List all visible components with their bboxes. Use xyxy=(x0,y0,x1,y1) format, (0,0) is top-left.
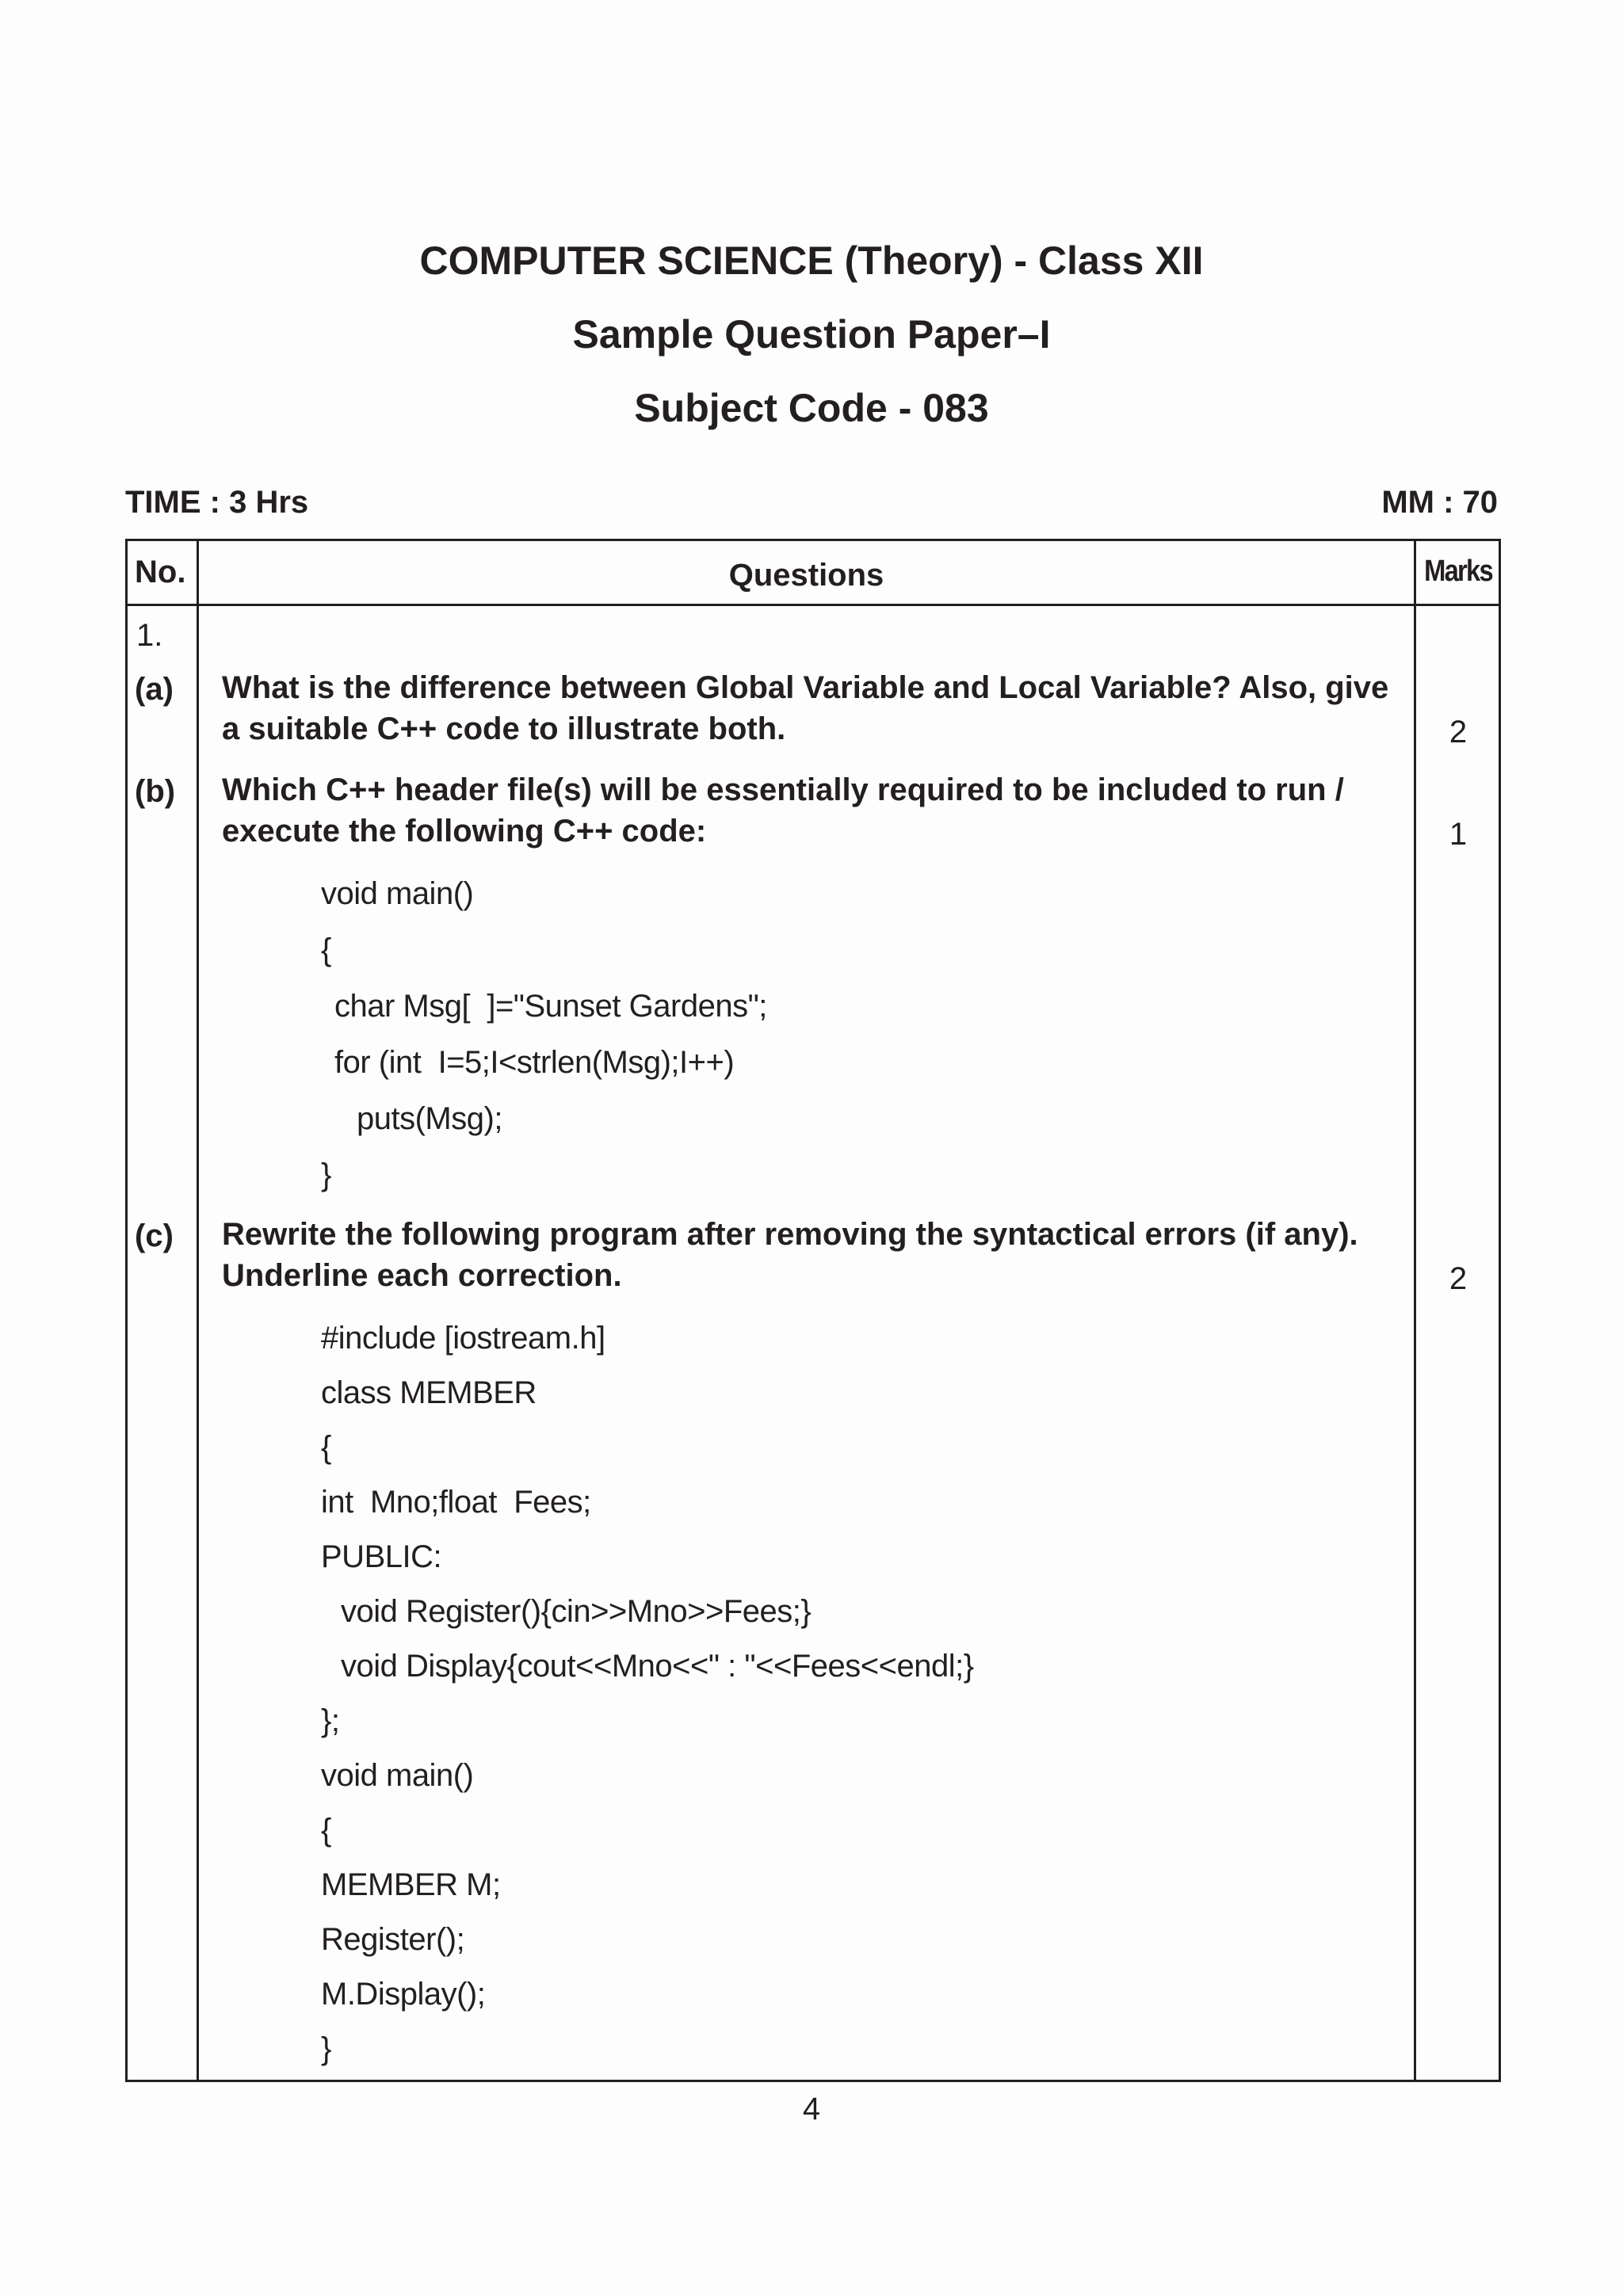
code-line: for (int I=5;I<strlen(Msg);I++) xyxy=(334,1045,735,1080)
code-line: }; xyxy=(321,1703,340,1738)
question-b-line: execute the following C++ code: xyxy=(222,814,707,849)
code-line: { xyxy=(321,1813,331,1848)
question-a-line: What is the difference between Global Variable and Local Variable? Also, give xyxy=(222,670,1389,705)
marks-b: 1 xyxy=(1449,817,1468,852)
code-line: #include [iostream.h] xyxy=(321,1321,605,1356)
code-line: MEMBER M; xyxy=(321,1867,501,1902)
part-label-c: (c) xyxy=(135,1219,174,1253)
question-a-line: a suitable C++ code to illustrate both. xyxy=(222,711,786,746)
question-c-line: Underline each correction. xyxy=(222,1258,622,1293)
part-label-b: (b) xyxy=(135,774,176,809)
max-marks: MM : 70 xyxy=(1381,485,1498,520)
code-line: class MEMBER xyxy=(321,1375,537,1410)
code-line: { xyxy=(321,933,331,967)
marks-a: 2 xyxy=(1449,715,1468,749)
question-number: 1. xyxy=(136,618,163,653)
column-header-questions: Questions xyxy=(728,558,884,593)
question-c-text xyxy=(222,1214,1412,1296)
code-line: int Mno;float Fees; xyxy=(321,1485,591,1520)
time-allowed: TIME : 3 Hrs xyxy=(125,485,309,520)
question-b-text xyxy=(222,769,1412,852)
code-line: puts(Msg); xyxy=(357,1101,502,1136)
code-line: M.Display(); xyxy=(321,1977,486,2012)
code-line: Register(); xyxy=(321,1922,465,1957)
column-divider xyxy=(197,539,199,2081)
code-line: void main() xyxy=(321,876,474,911)
page-number: 4 xyxy=(802,2092,821,2126)
column-divider xyxy=(1414,539,1416,2081)
code-line: void main() xyxy=(321,1758,474,1793)
question-table xyxy=(125,539,1499,2081)
paper-title: COMPUTER SCIENCE (Theory) - Class XII xyxy=(419,238,1204,283)
paper-subtitle: Sample Question Paper–I xyxy=(572,312,1051,357)
code-line: } xyxy=(321,2031,331,2066)
code-line: char Msg[ ]="Sunset Gardens"; xyxy=(334,989,767,1024)
column-header-no: No. xyxy=(135,555,186,589)
subject-code: Subject Code - 083 xyxy=(634,386,989,430)
question-b-line: Which C++ header file(s) will be essentially required to be included to run / xyxy=(222,772,1344,807)
code-line: void Register(){cin>>Mno>>Fees;} xyxy=(341,1594,812,1629)
header-divider xyxy=(125,604,1499,606)
column-header-marks: Marks xyxy=(1424,555,1492,588)
question-c-line: Rewrite the following program after removing the syntactical errors (if any). xyxy=(222,1217,1358,1252)
marks-c: 2 xyxy=(1449,1261,1468,1296)
question-a-text xyxy=(222,667,1412,749)
part-label-a: (a) xyxy=(135,672,174,707)
code-line: { xyxy=(321,1430,331,1465)
code-line: void Display{cout<<Mno<<" : "<<Fees<<endl;} xyxy=(341,1649,974,1684)
code-line: } xyxy=(321,1158,331,1192)
code-line: PUBLIC: xyxy=(321,1539,442,1574)
